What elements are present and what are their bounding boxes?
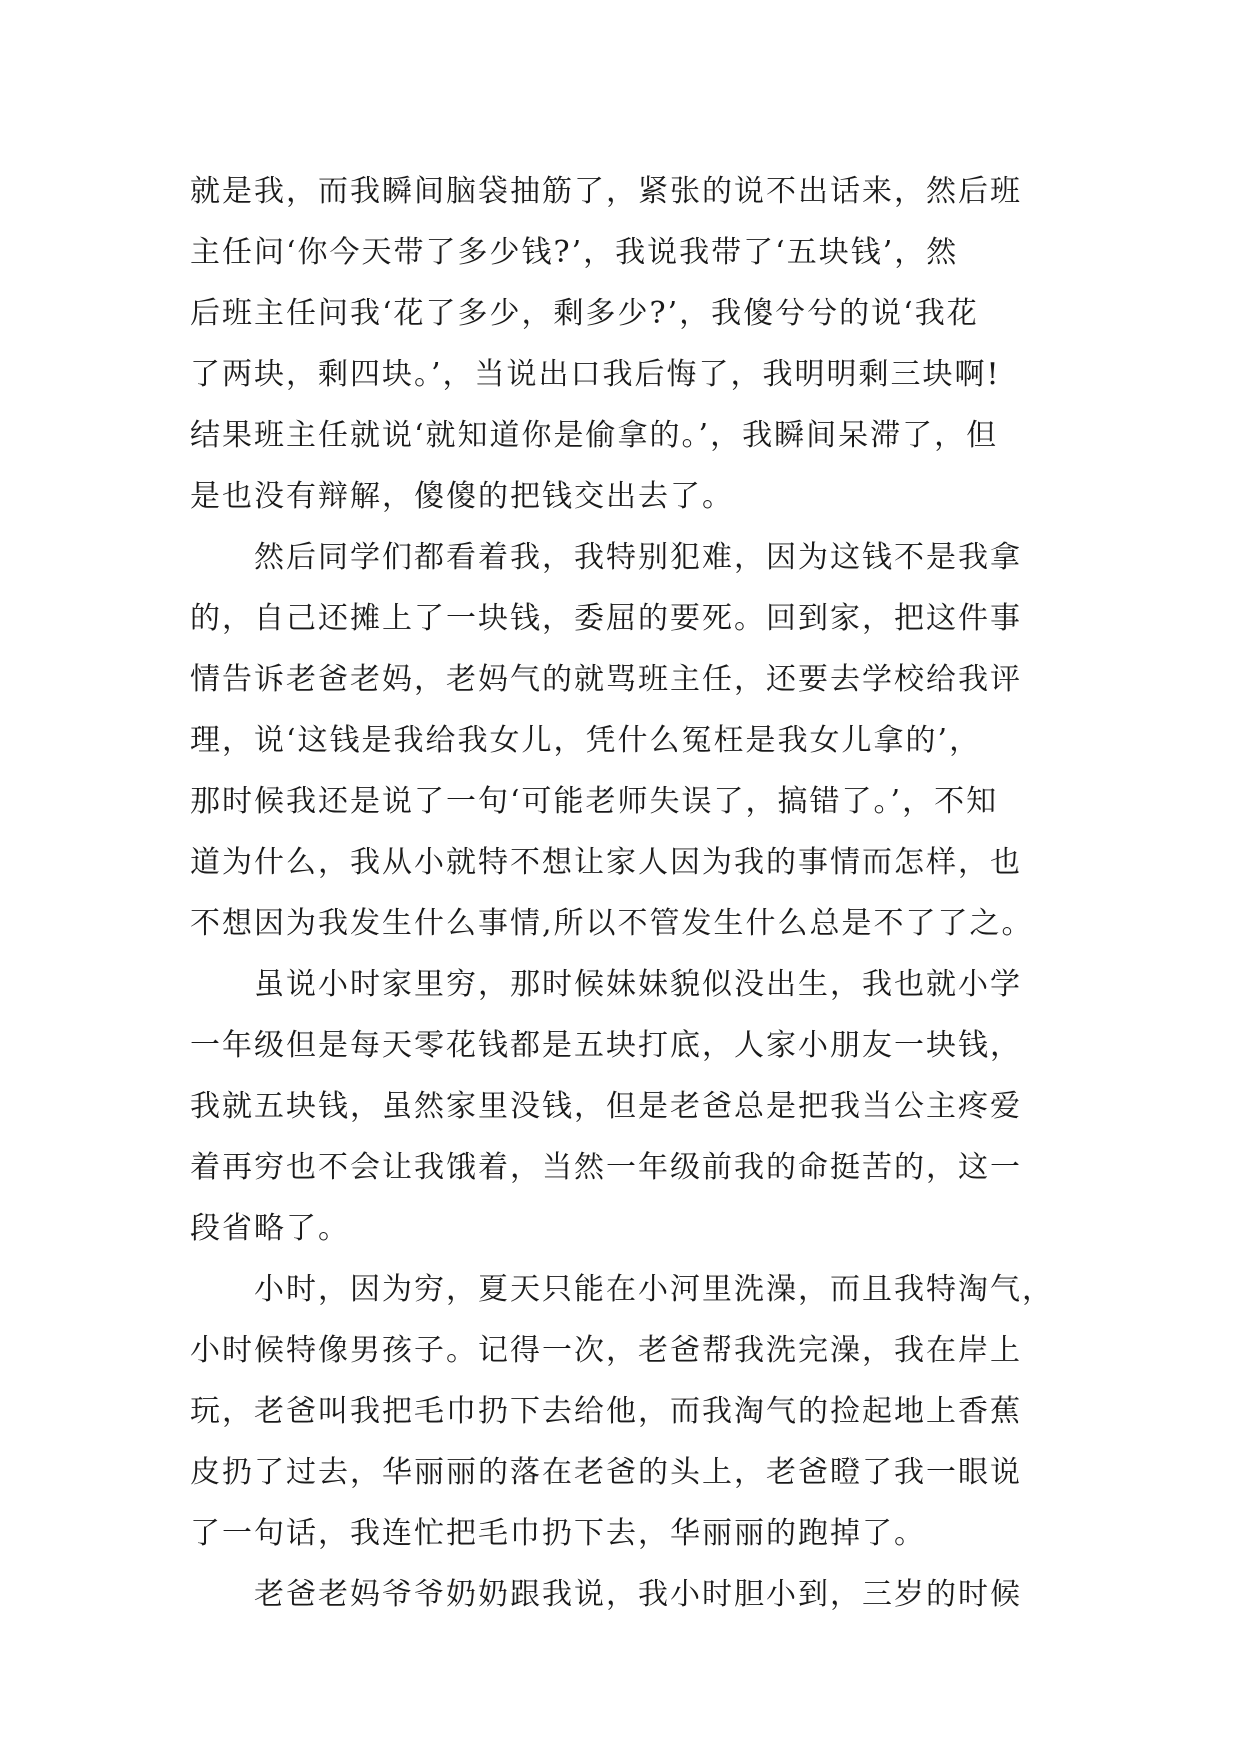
text-line-4: 了两块，剩四块。’，当说出口我后悔了，我明明剩三块啊! — [190, 357, 1001, 392]
text-line-2: 主任问‘你今天带了多少钱?’，我说我带了‘五块钱’，然 — [190, 235, 959, 270]
text-line-19: 小时，因为穷，夏天只能在小河里洗澡，而且我特淘气， — [254, 1272, 1054, 1307]
text-line-9: 情告诉老爸老妈，老妈气的就骂班主任，还要去学校给我评 — [190, 662, 1022, 697]
text-line-5: 结果班主任就说‘就知道你是偷拿的。’，我瞬间呆滞了，但 — [190, 418, 999, 453]
text-line-1: 就是我，而我瞬间脑袋抽筋了，紧张的说不出话来，然后班 — [190, 174, 1022, 209]
text-line-17: 着再穷也不会让我饿着，当然一年级前我的命挺苦的，这一 — [190, 1150, 1022, 1185]
text-line-21: 玩，老爸叫我把毛巾扔下去给他，而我淘气的捡起地上香蕉 — [190, 1394, 1022, 1429]
text-line-23: 了一句话，我连忙把毛巾扔下去，华丽丽的跑掉了。 — [190, 1516, 926, 1551]
text-line-7: 然后同学们都看着我，我特别犯难，因为这钱不是我拿 — [254, 540, 1022, 575]
text-line-13: 不想因为我发生什么事情,所以不管发生什么总是不了了之。 — [190, 906, 1034, 941]
text-line-12: 道为什么，我从小就特不想让家人因为我的事情而怎样，也 — [190, 845, 1022, 880]
text-line-10: 理，说‘这钱是我给我女儿，凭什么冤枉是我女儿拿的’， — [190, 723, 982, 758]
text-line-14: 虽说小时家里穷，那时候妹妹貌似没出生，我也就小学 — [254, 967, 1022, 1002]
text-line-16: 我就五块钱，虽然家里没钱，但是老爸总是把我当公主疼爱 — [190, 1089, 1022, 1124]
text-line-3: 后班主任问我‘花了多少，剩多少?’，我傻兮兮的说‘我花 — [190, 296, 979, 331]
text-line-15: 一年级但是每天零花钱都是五块打底，人家小朋友一块钱， — [190, 1028, 1022, 1063]
text-line-22: 皮扔了过去，华丽丽的落在老爸的头上，老爸瞪了我一眼说 — [190, 1455, 1022, 1490]
text-line-18: 段省略了。 — [190, 1211, 350, 1246]
text-line-11: 那时候我还是说了一句‘可能老师失误了，搞错了。’，不知 — [190, 784, 999, 819]
text-line-24: 老爸老妈爷爷奶奶跟我说，我小时胆小到，三岁的时候 — [254, 1577, 1022, 1612]
text-line-8: 的，自己还摊上了一块钱，委屈的要死。回到家，把这件事 — [190, 601, 1022, 636]
text-line-6: 是也没有辩解，傻傻的把钱交出去了。 — [190, 479, 734, 514]
text-line-20: 小时候特像男孩子。记得一次，老爸帮我洗完澡，我在岸上 — [190, 1333, 1022, 1368]
